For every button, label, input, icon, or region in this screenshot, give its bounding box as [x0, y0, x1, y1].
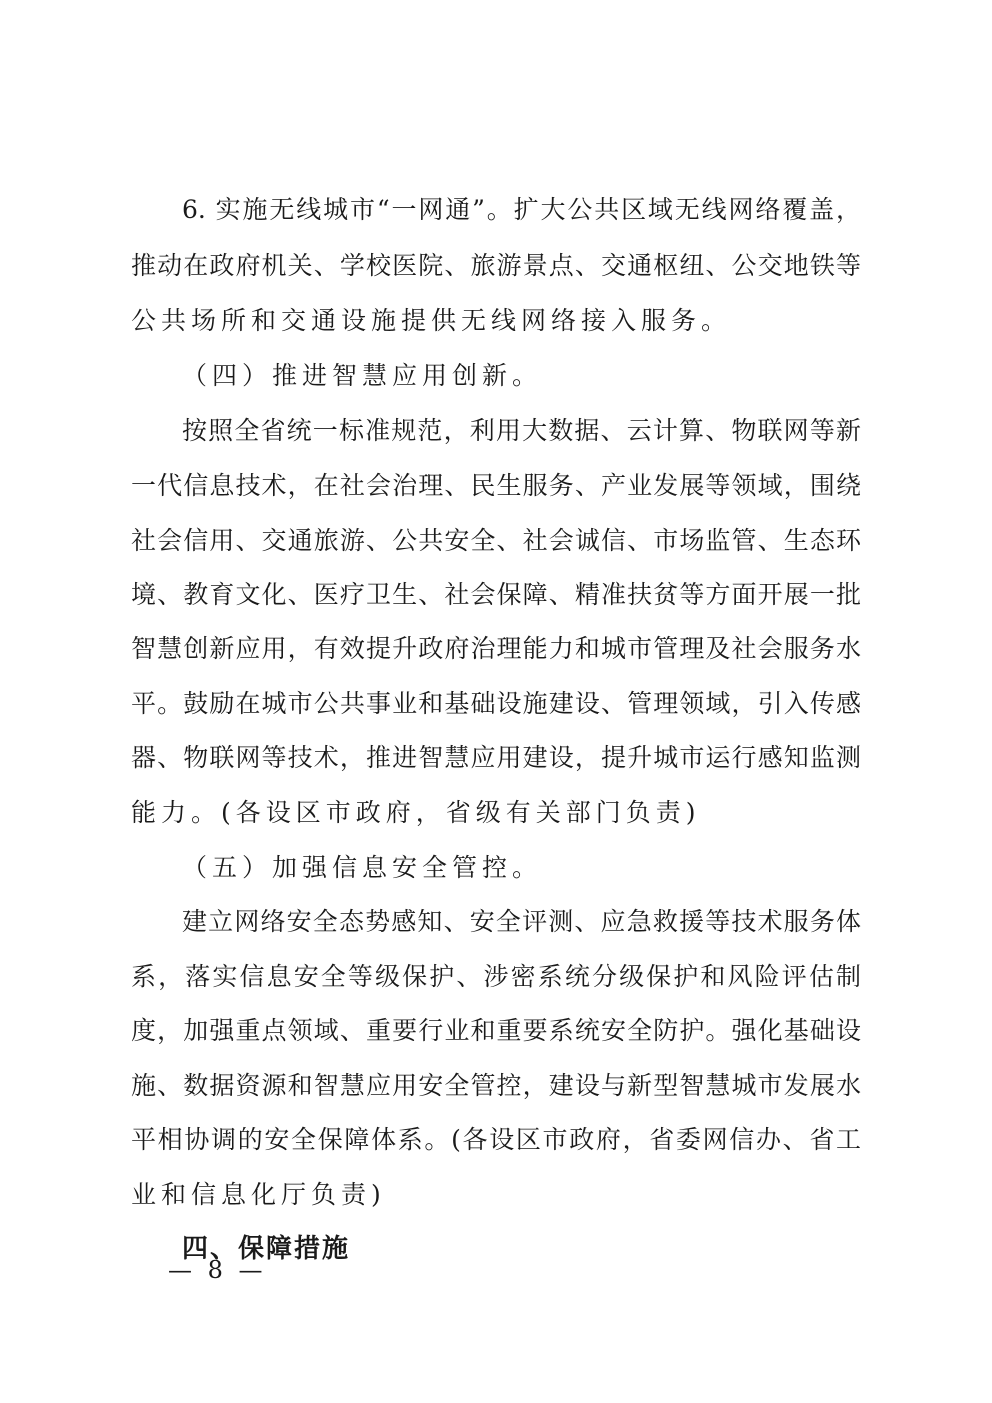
section-4-line-2: 一代信息技术，在社会治理、民生服务、产业发展等领域，围绕 [131, 471, 861, 500]
section-5-line-2: 系，落实信息安全等级保护、涉密系统分级保护和风险评估制 [131, 962, 861, 991]
section-4-line-1: 按照全省统一标准规范，利用大数据、云计算、物联网等新 [182, 416, 861, 445]
section-5-line-5: 平相协调的安全保障体系。(各设区市政府，省委网信办、省工 [131, 1125, 861, 1154]
section-4-line-8: 能力。(各设区市政府，省级有关部门负责) [131, 798, 701, 827]
paragraph-6-line-2: 推动在政府机关、学校医院、旅游景点、交通枢纽、公交地铁等 [131, 251, 861, 280]
section-4-line-6: 平。鼓励在城市公共事业和基础设施建设、管理领域，引入传感 [131, 689, 861, 718]
section-4-heading: （四）推进智慧应用创新。 [182, 361, 543, 390]
section-4-line-5: 智慧创新应用，有效提升政府治理能力和城市管理及社会服务水 [131, 634, 861, 663]
section-4-line-3: 社会信用、交通旅游、公共安全、社会诚信、市场监管、生态环 [131, 526, 861, 555]
section-5-heading: （五）加强信息安全管控。 [182, 853, 543, 882]
section-5-line-3: 度，加强重点领域、重要行业和重要系统安全防护。强化基础设 [131, 1016, 861, 1045]
section-heading-safeguards: 四、保障措施 [182, 1234, 351, 1264]
section-4-line-7: 器、物联网等技术，推进智慧应用建设，提升城市运行感知监测 [131, 743, 861, 772]
section-4-line-4: 境、教育文化、医疗卫生、社会保障、精准扶贫等方面开展一批 [131, 580, 861, 609]
section-5-line-4: 施、数据资源和智慧应用安全管控，建设与新型智慧城市发展水 [131, 1071, 861, 1100]
paragraph-6-line-1: 6. 实施无线城市“一网通”。扩大公共区域无线网络覆盖， [182, 195, 861, 224]
section-5-line-1: 建立网络安全态势感知、安全评测、应急救援等技术服务体 [182, 907, 861, 936]
section-5-line-6: 业和信息化厅负责) [131, 1180, 386, 1209]
page-number: — 8 — [168, 1256, 267, 1284]
paragraph-6-line-3: 公共场所和交通设施提供无线网络接入服务。 [131, 306, 732, 335]
